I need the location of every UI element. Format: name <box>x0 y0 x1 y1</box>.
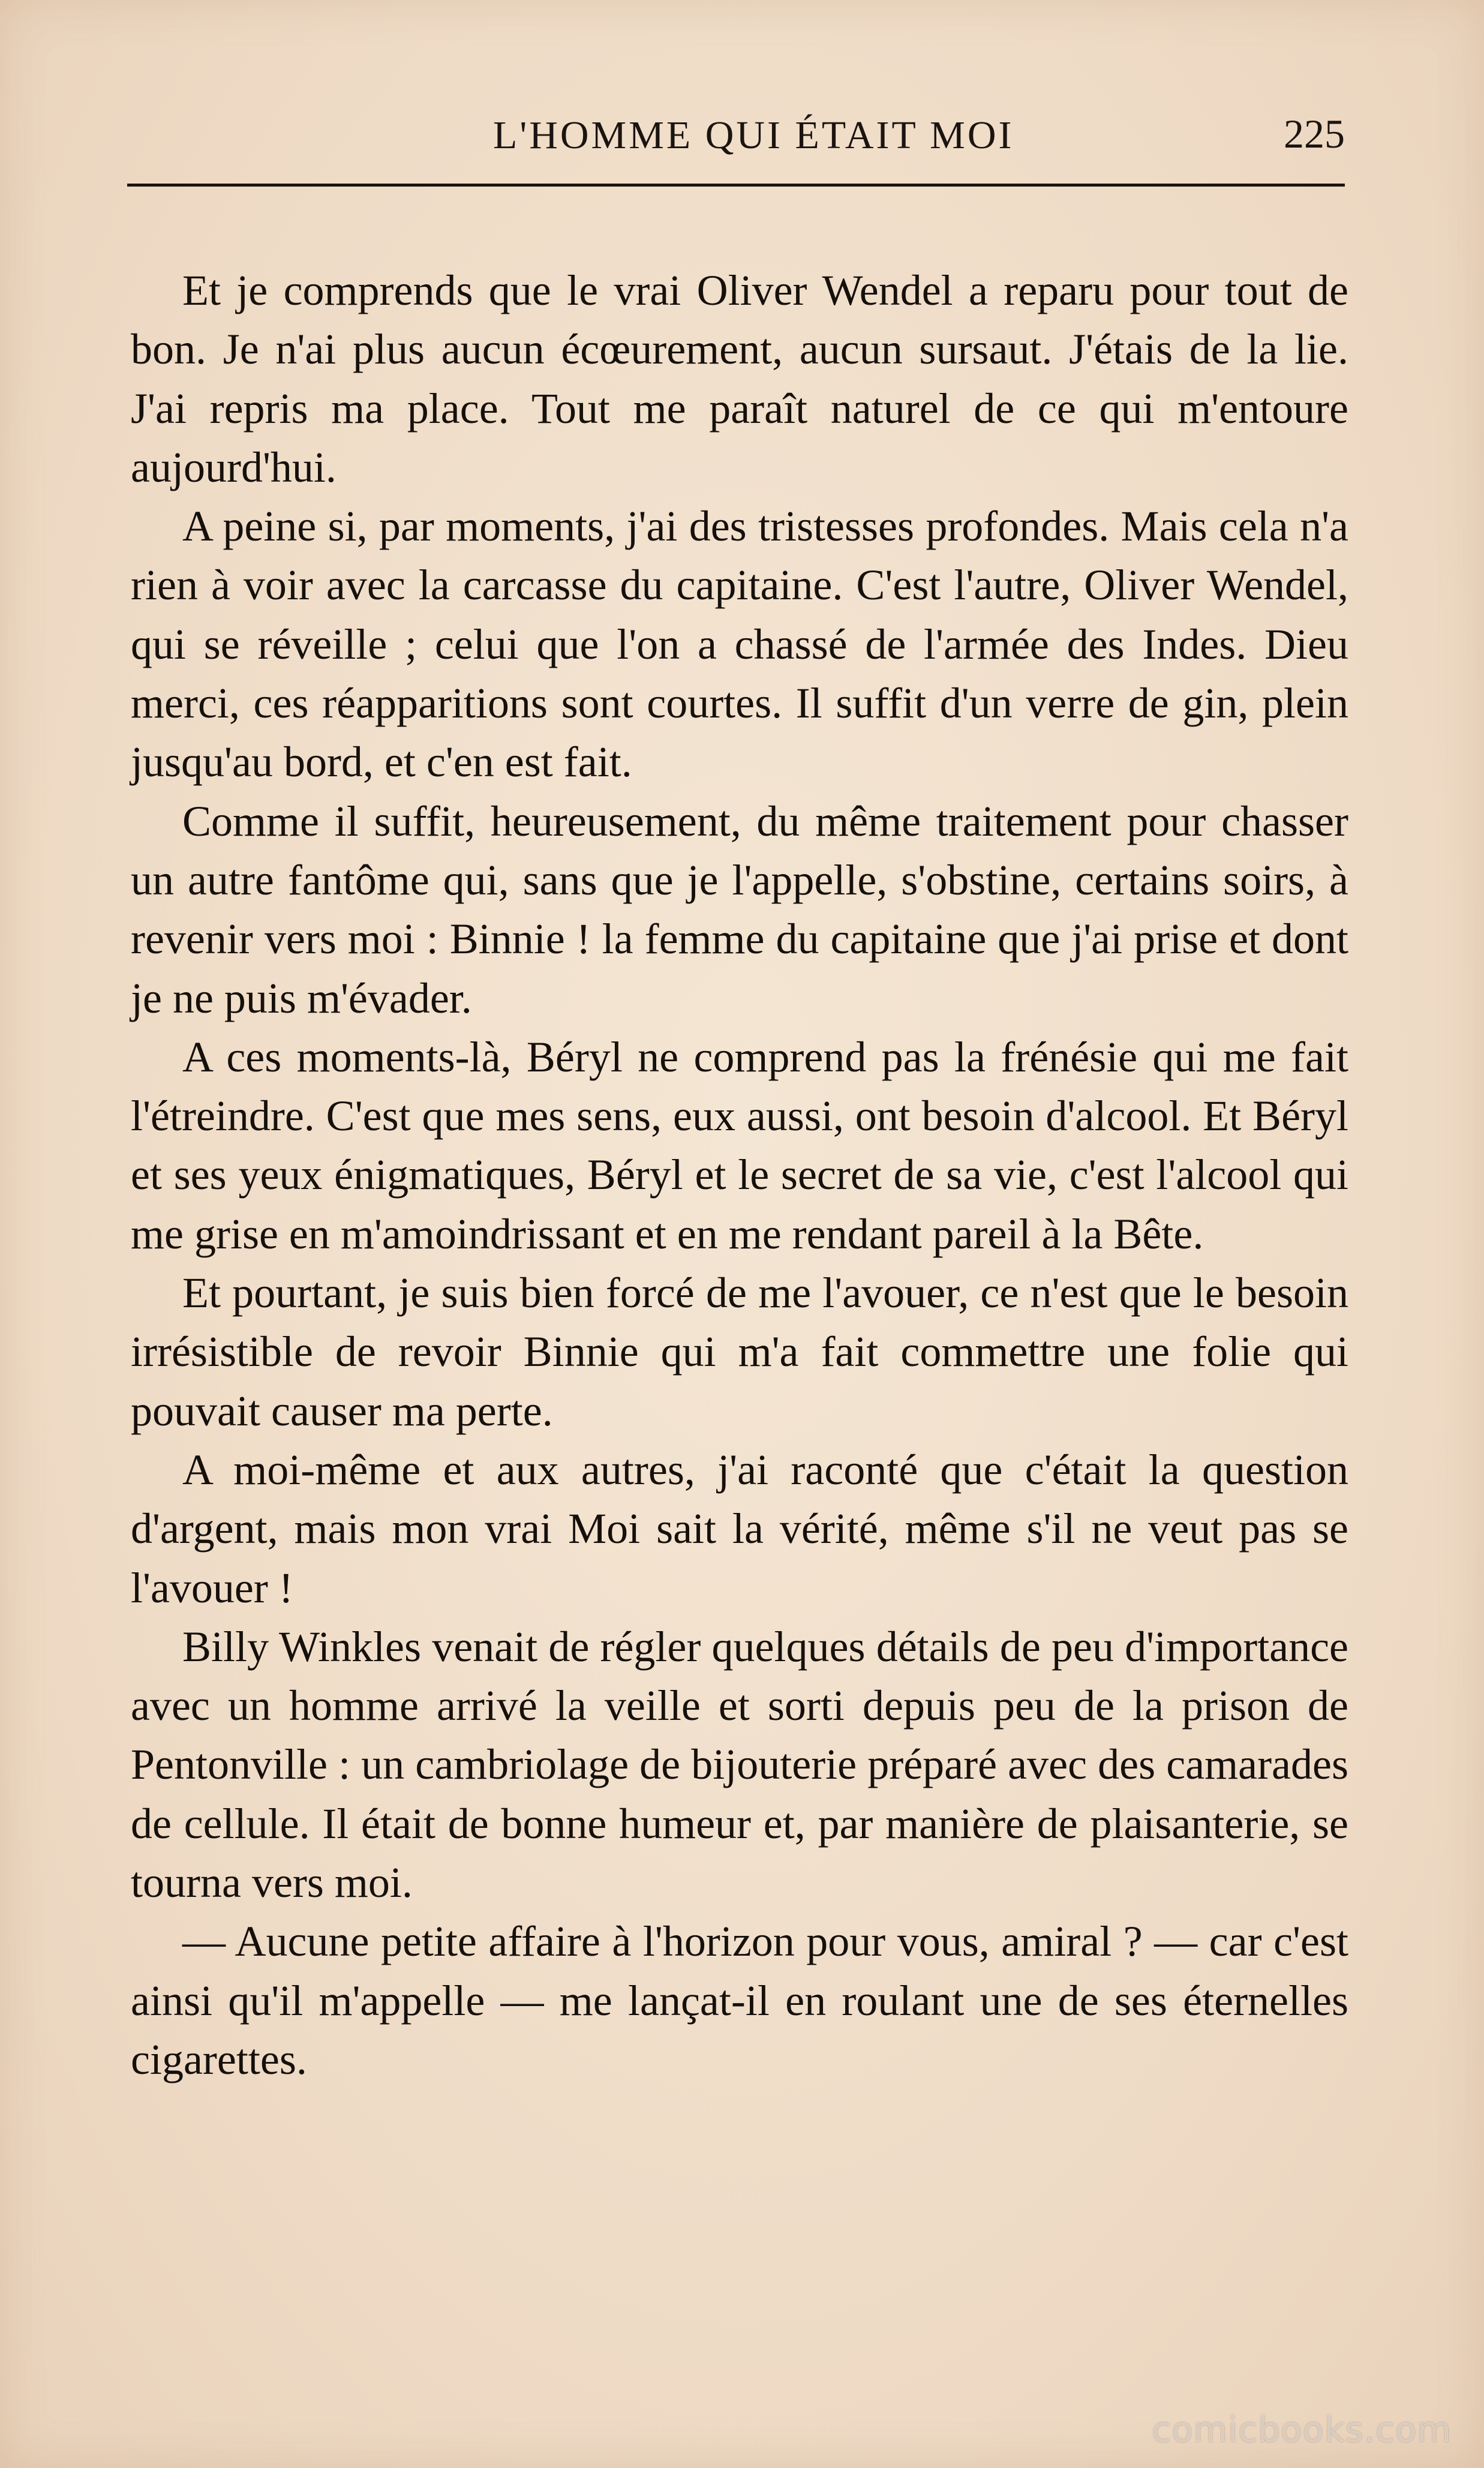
running-head <box>127 107 1345 173</box>
paragraph: A ces moments-là, Béryl ne comprend pas la frénésie qui me fait l'étreindre. C'est que mes sens, eux aussi, ont besoin d'alcool. Et Béryl et ses yeux énigmatiques, Béryl et le secret de sa vie, c'est l'alcool qui me grise en m'amoindrissant et en me rendant pareil à la Bête. <box>131 1032 1348 1258</box>
paragraph: Et pourtant, je suis bien forcé de me l'avouer, ce n'est que le besoin irrésistible de revoir Binnie qui m'a fait commettre une folie qui pouvait causer ma perte. <box>131 1269 1348 1435</box>
paragraph: A peine si, par moments, j'ai des tristesses profondes. Mais cela n'a rien à voir avec la carcasse du capitaine. C'est l'autre, Oliver Wendel, qui se réveille ; celui que l'on a chassé de l'armée des Indes. Dieu merci, ces réapparitions sont courtes. Il suffit d'un verre de gin, plein jusqu'au bord, et c'en est fait. <box>131 502 1348 786</box>
text-body <box>131 261 1348 2089</box>
watermark: comicbooks.com <box>1152 2409 1452 2450</box>
header-rule <box>127 184 1345 187</box>
paragraph: Et je comprends que le vrai Oliver Wendel a reparu pour tout de bon. Je n'ai plus aucun écœurement, aucun sursaut. J'étais de la lie. J'ai repris ma place. Tout me paraît naturel de ce qui m'entoure aujourd'hui. <box>131 266 1348 491</box>
paragraph: Comme il suffit, heureusement, du même traitement pour chasser un autre fantôme qui, sans que je l'appelle, s'obstine, certains soirs, à revenir vers moi : Binnie ! la femme du capitaine que j'ai prise et dont je ne puis m'évader. <box>131 797 1348 1022</box>
page-number: 225 <box>1284 111 1345 157</box>
paragraph: — Aucune petite affaire à l'horizon pour vous, amiral ? — car c'est ainsi qu'il m'appelle — me lançat-il en roulant une de ses éternelles cigarettes. <box>131 1917 1348 2083</box>
paragraph: A moi-même et aux autres, j'ai raconté que c'était la question d'argent, mais mon vrai Moi sait la vérité, même s'il ne veut pas se l'avouer ! <box>131 1445 1348 1612</box>
running-title: L'HOMME QUI ÉTAIT MOI <box>493 113 1014 157</box>
paragraph: Billy Winkles venait de régler quelques détails de peu d'importance avec un homme arrivé la veille et sorti depuis peu de la prison de Pentonville : un cambriolage de bijouterie préparé avec des camarades de cellule. Il était de bonne humeur et, par manière de plaisanterie, se tourna vers moi. <box>131 1622 1348 1907</box>
